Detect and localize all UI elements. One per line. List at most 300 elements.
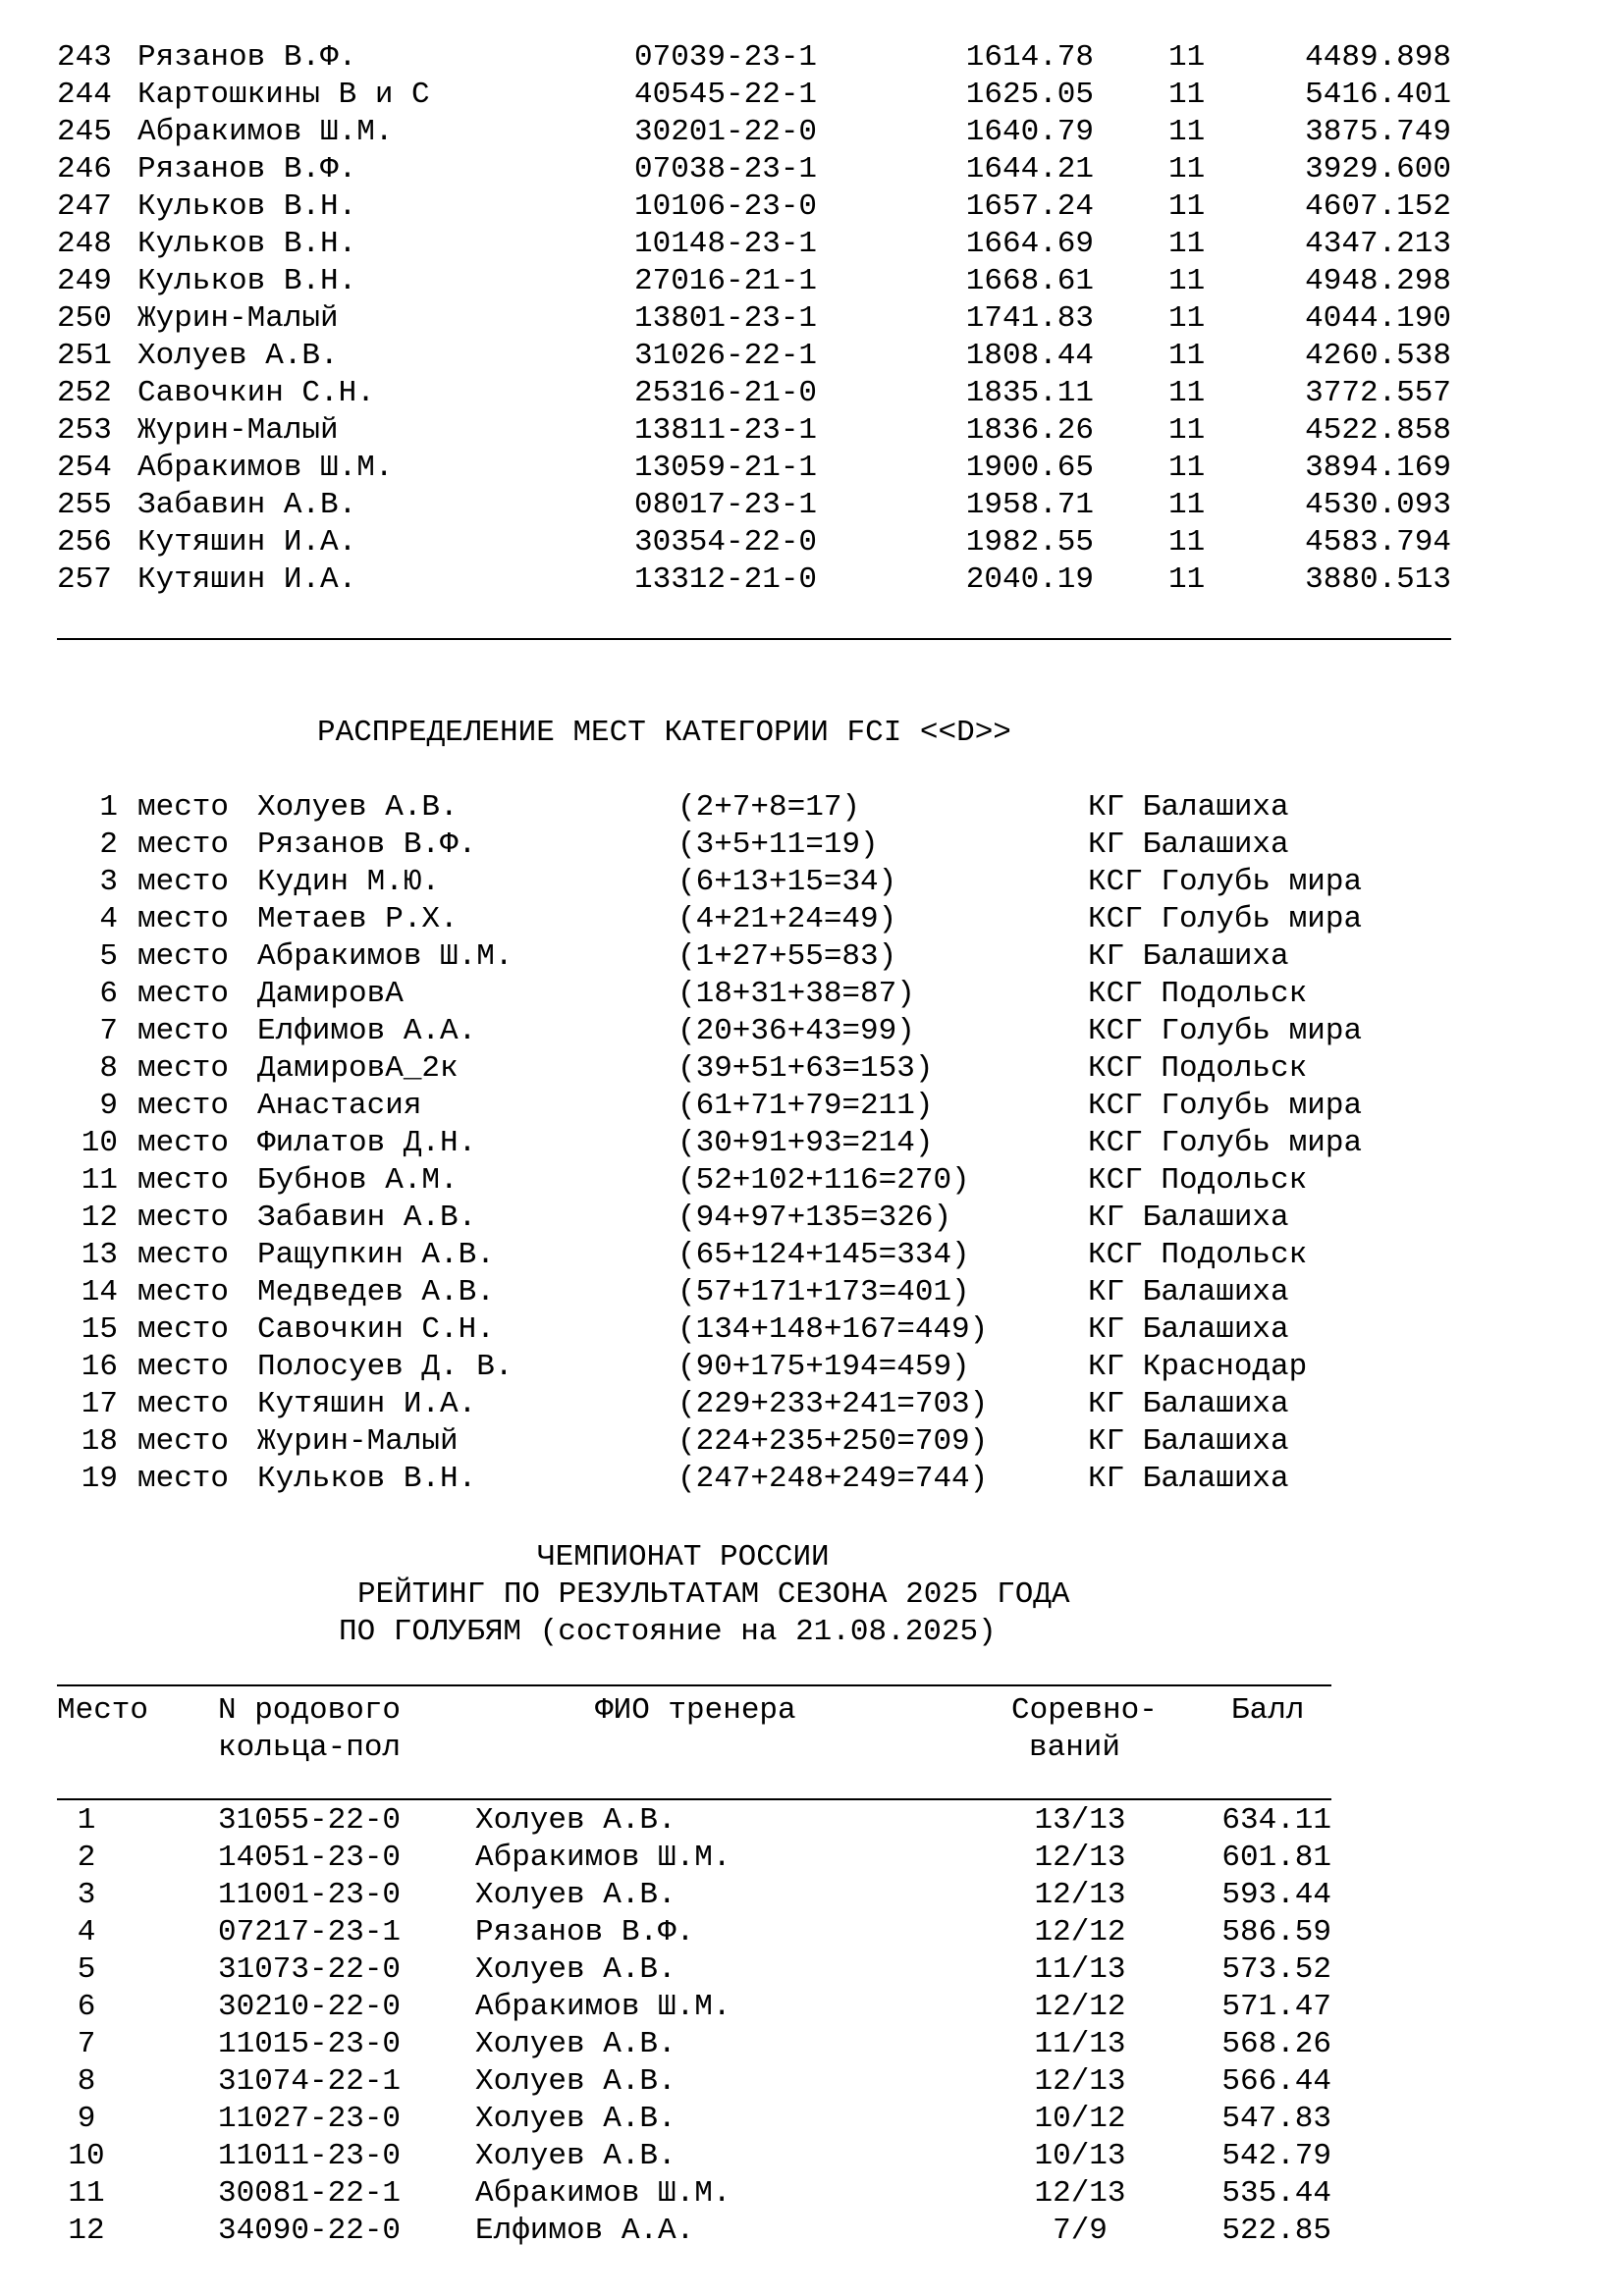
distance-value: 1982.55 (965, 525, 1094, 560)
table-row (0, 226, 1624, 263)
score-value: 3772.557 (1305, 376, 1451, 410)
competitions-count: 13/13 (1034, 1803, 1126, 1838)
rating-title-line3: ПО ГОЛУБЯМ (состояние на 21.08.2025) (339, 1615, 997, 1649)
place-word: место (137, 902, 230, 936)
score-value: 4530.093 (1305, 488, 1451, 522)
owner-name: Журин-Малый (137, 301, 339, 336)
list-item (0, 1274, 1624, 1311)
row-number: 254 (57, 451, 112, 485)
participant-name: ДамировА_2к (257, 1051, 459, 1086)
place-sum: (224+235+250=709) (677, 1424, 989, 1459)
club-name: КГ Балашиха (1088, 1275, 1289, 1309)
count-value: 11 (1168, 562, 1206, 597)
table-row (0, 1951, 1624, 1989)
club-name: КСГ Голубь мира (1088, 1089, 1363, 1123)
list-item (0, 1013, 1624, 1050)
participant-name: Кутяшин И.А. (257, 1387, 477, 1421)
score-value: 535.44 (1221, 2176, 1331, 2211)
table-row (0, 263, 1624, 300)
table-row (0, 300, 1624, 338)
owner-name: Кутяшин И.А. (137, 562, 357, 597)
participant-name: Бубнов А.М. (257, 1163, 459, 1198)
owner-name: Савочкин С.Н. (137, 376, 375, 410)
owner-name: Кутяшин И.А. (137, 525, 357, 560)
list-item (0, 901, 1624, 938)
ring-number: 27016-21-1 (634, 264, 818, 298)
count-value: 11 (1168, 40, 1206, 75)
trainer-name: Рязанов В.Ф. (475, 1915, 695, 1949)
table-row (0, 2138, 1624, 2175)
club-name: КСГ Подольск (1088, 977, 1308, 1011)
table-row (0, 77, 1624, 114)
ring-number: 25316-21-0 (634, 376, 818, 410)
place-number: 1 (99, 790, 118, 825)
header-comps-line2: ваний (1029, 1731, 1121, 1765)
competitions-count: 12/12 (1034, 1990, 1126, 2024)
place-number: 10 (81, 1126, 118, 1160)
place-sum: (94+97+135=326) (677, 1201, 952, 1235)
table-row (0, 338, 1624, 375)
place-sum: (2+7+8=17) (677, 790, 861, 825)
ring-number: 07039-23-1 (634, 40, 818, 75)
club-name: КГ Балашиха (1088, 828, 1289, 862)
ring-number: 30354-22-0 (634, 525, 818, 560)
trainer-name: Абракимов Ш.М. (475, 2176, 731, 2211)
place-number: 6 (77, 1990, 96, 2024)
score-value: 568.26 (1221, 2027, 1331, 2061)
score-value: 601.81 (1221, 1841, 1331, 1875)
trainer-name: Холуев А.В. (475, 2102, 677, 2136)
participant-name: Полосуев Д. В. (257, 1350, 514, 1384)
table-row (0, 524, 1624, 561)
participant-name: Филатов Д.Н. (257, 1126, 477, 1160)
place-sum: (57+171+173=401) (677, 1275, 970, 1309)
distance-value: 1644.21 (965, 152, 1094, 187)
place-word: место (137, 865, 230, 899)
place-number: 16 (81, 1350, 118, 1384)
place-word: место (137, 1089, 230, 1123)
participant-name: Савочкин С.Н. (257, 1312, 495, 1347)
fci-title: РАСПРЕДЕЛЕНИЕ МЕСТ КАТЕГОРИИ FCI <<D>> (317, 716, 1011, 750)
place-number: 3 (99, 865, 118, 899)
competitions-count: 12/13 (1034, 1841, 1126, 1875)
club-name: КСГ Подольск (1088, 1238, 1308, 1272)
table-row (0, 487, 1624, 524)
ring-number: 40545-22-1 (634, 78, 818, 112)
list-item (0, 1461, 1624, 1498)
list-item (0, 1050, 1624, 1088)
ring-number: 31055-22-0 (218, 1803, 402, 1838)
row-number: 249 (57, 264, 112, 298)
row-number: 244 (57, 78, 112, 112)
list-item (0, 1200, 1624, 1237)
club-name: КГ Балашиха (1088, 1201, 1289, 1235)
count-value: 11 (1168, 525, 1206, 560)
place-sum: (18+31+38=87) (677, 977, 915, 1011)
place-word: место (137, 977, 230, 1011)
owner-name: Холуев А.В. (137, 339, 339, 373)
place-number: 12 (68, 2214, 105, 2248)
place-number: 2 (99, 828, 118, 862)
place-sum: (134+148+167=449) (677, 1312, 989, 1347)
club-name: КСГ Голубь мира (1088, 1126, 1363, 1160)
rating-title-line1: ЧЕМПИОНАТ РОССИИ (537, 1540, 830, 1575)
ring-number: 30210-22-0 (218, 1990, 402, 2024)
place-word: место (137, 1275, 230, 1309)
list-item (0, 1125, 1624, 1162)
club-name: КСГ Голубь мира (1088, 902, 1363, 936)
trainer-name: Холуев А.В. (475, 2139, 677, 2173)
score-value: 4347.213 (1305, 227, 1451, 261)
place-sum: (3+5+11=19) (677, 828, 879, 862)
ring-number: 13312-21-0 (634, 562, 818, 597)
row-number: 257 (57, 562, 112, 597)
place-number: 3 (77, 1878, 96, 1912)
list-item (0, 1386, 1624, 1423)
place-number: 8 (99, 1051, 118, 1086)
score-value: 522.85 (1221, 2214, 1331, 2248)
club-name: КГ Балашиха (1088, 1387, 1289, 1421)
score-value: 3880.513 (1305, 562, 1451, 597)
header-ring-line2: кольца-пол (218, 1731, 402, 1765)
ring-number: 30081-22-1 (218, 2176, 402, 2211)
count-value: 11 (1168, 264, 1206, 298)
place-word: место (137, 1238, 230, 1272)
distance-value: 2040.19 (965, 562, 1094, 597)
place-number: 4 (77, 1915, 96, 1949)
row-number: 248 (57, 227, 112, 261)
place-number: 15 (81, 1312, 118, 1347)
place-number: 11 (68, 2176, 105, 2211)
list-item (0, 1237, 1624, 1274)
club-name: КГ Балашиха (1088, 1312, 1289, 1347)
distance-value: 1664.69 (965, 227, 1094, 261)
score-value: 4522.858 (1305, 413, 1451, 448)
participant-name: Анастасия (257, 1089, 422, 1123)
score-value: 566.44 (1221, 2064, 1331, 2099)
place-sum: (52+102+116=270) (677, 1163, 970, 1198)
place-word: место (137, 1051, 230, 1086)
competitions-count: 12/12 (1034, 1915, 1126, 1949)
place-number: 17 (81, 1387, 118, 1421)
header-comps-line1: Соревно- (1011, 1693, 1158, 1728)
participant-name: Ращупкин А.В. (257, 1238, 495, 1272)
distance-value: 1668.61 (965, 264, 1094, 298)
distance-value: 1657.24 (965, 189, 1094, 224)
list-item (0, 938, 1624, 976)
header-ring-line1: N родового (218, 1693, 402, 1728)
count-value: 11 (1168, 339, 1206, 373)
place-sum: (1+27+55=83) (677, 939, 897, 974)
score-value: 4583.794 (1305, 525, 1451, 560)
score-value: 593.44 (1221, 1878, 1331, 1912)
ring-number: 13059-21-1 (634, 451, 818, 485)
table-row (0, 1989, 1624, 2026)
table-row (0, 39, 1624, 77)
row-number: 252 (57, 376, 112, 410)
trainer-name: Абракимов Ш.М. (475, 1990, 731, 2024)
list-item (0, 1311, 1624, 1349)
table-row (0, 450, 1624, 487)
club-name: КСГ Подольск (1088, 1163, 1308, 1198)
table-row (0, 1840, 1624, 1877)
table-row (0, 561, 1624, 599)
participant-name: Забавин А.В. (257, 1201, 477, 1235)
row-number: 255 (57, 488, 112, 522)
count-value: 11 (1168, 115, 1206, 149)
place-number: 5 (99, 939, 118, 974)
participant-name: Медведев А.В. (257, 1275, 495, 1309)
list-item (0, 827, 1624, 864)
table-row (0, 151, 1624, 188)
rating-header-top-rule (57, 1684, 1331, 1686)
score-value: 5416.401 (1305, 78, 1451, 112)
score-value: 634.11 (1221, 1803, 1331, 1838)
results-bottom-rule (57, 638, 1451, 640)
ring-number: 30201-22-0 (634, 115, 818, 149)
count-value: 11 (1168, 413, 1206, 448)
ring-number: 34090-22-0 (218, 2214, 402, 2248)
owner-name: Рязанов В.Ф. (137, 152, 357, 187)
count-value: 11 (1168, 451, 1206, 485)
list-item (0, 789, 1624, 827)
participant-name: Елфимов А.А. (257, 1014, 477, 1048)
score-value: 547.83 (1221, 2102, 1331, 2136)
list-item (0, 976, 1624, 1013)
distance-value: 1614.78 (965, 40, 1094, 75)
competitions-count: 12/13 (1034, 2176, 1126, 2211)
place-word: место (137, 1163, 230, 1198)
ring-number: 31074-22-1 (218, 2064, 402, 2099)
score-value: 571.47 (1221, 1990, 1331, 2024)
place-sum: (20+36+43=99) (677, 1014, 915, 1048)
table-row (0, 1914, 1624, 1951)
place-number: 12 (81, 1201, 118, 1235)
place-sum: (39+51+63=153) (677, 1051, 934, 1086)
ring-number: 10106-23-0 (634, 189, 818, 224)
place-sum: (247+248+249=744) (677, 1462, 989, 1496)
row-number: 243 (57, 40, 112, 75)
table-row (0, 1877, 1624, 1914)
score-value: 4948.298 (1305, 264, 1451, 298)
ring-number: 31026-22-1 (634, 339, 818, 373)
rating-title-line2: РЕЙТИНГ ПО РЕЗУЛЬТАТАМ СЕЗОНА 2025 ГОДА (357, 1577, 1070, 1612)
ring-number: 11027-23-0 (218, 2102, 402, 2136)
rating-header-bottom-rule (57, 1798, 1331, 1800)
ring-number: 13801-23-1 (634, 301, 818, 336)
ring-number: 14051-23-0 (218, 1841, 402, 1875)
table-row (0, 1802, 1624, 1840)
score-value: 573.52 (1221, 1952, 1331, 1987)
place-number: 10 (68, 2139, 105, 2173)
place-sum: (4+21+24=49) (677, 902, 897, 936)
place-word: место (137, 1462, 230, 1496)
club-name: КСГ Подольск (1088, 1051, 1308, 1086)
owner-name: Абракимов Ш.М. (137, 451, 394, 485)
place-sum: (65+124+145=334) (677, 1238, 970, 1272)
club-name: КСГ Голубь мира (1088, 865, 1363, 899)
club-name: КГ Балашиха (1088, 790, 1289, 825)
table-row (0, 2063, 1624, 2101)
count-value: 11 (1168, 189, 1206, 224)
header-place: Место (57, 1693, 149, 1728)
ring-number: 11011-23-0 (218, 2139, 402, 2173)
ring-number: 11001-23-0 (218, 1878, 402, 1912)
owner-name: Кульков В.Н. (137, 264, 357, 298)
row-number: 250 (57, 301, 112, 336)
distance-value: 1958.71 (965, 488, 1094, 522)
place-word: место (137, 1312, 230, 1347)
count-value: 11 (1168, 152, 1206, 187)
row-number: 251 (57, 339, 112, 373)
place-number: 13 (81, 1238, 118, 1272)
place-number: 19 (81, 1462, 118, 1496)
place-sum: (6+13+15=34) (677, 865, 897, 899)
participant-name: Холуев А.В. (257, 790, 459, 825)
place-number: 2 (77, 1841, 96, 1875)
competitions-count: 10/13 (1034, 2139, 1126, 2173)
table-row (0, 2101, 1624, 2138)
place-number: 11 (81, 1163, 118, 1198)
distance-value: 1625.05 (965, 78, 1094, 112)
count-value: 11 (1168, 376, 1206, 410)
competitions-count: 10/12 (1034, 2102, 1126, 2136)
ring-number: 31073-22-0 (218, 1952, 402, 1987)
header-score: Балл (1231, 1693, 1305, 1728)
place-sum: (90+175+194=459) (677, 1350, 970, 1384)
place-number: 7 (99, 1014, 118, 1048)
row-number: 246 (57, 152, 112, 187)
count-value: 11 (1168, 78, 1206, 112)
table-row (0, 188, 1624, 226)
place-word: место (137, 1387, 230, 1421)
distance-value: 1835.11 (965, 376, 1094, 410)
participant-name: Журин-Малый (257, 1424, 459, 1459)
trainer-name: Холуев А.В. (475, 2027, 677, 2061)
distance-value: 1836.26 (965, 413, 1094, 448)
club-name: КГ Балашиха (1088, 1462, 1289, 1496)
place-number: 4 (99, 902, 118, 936)
place-number: 18 (81, 1424, 118, 1459)
club-name: КСГ Голубь мира (1088, 1014, 1363, 1048)
owner-name: Абракимов Ш.М. (137, 115, 394, 149)
trainer-name: Холуев А.В. (475, 1803, 677, 1838)
trainer-name: Холуев А.В. (475, 1952, 677, 1987)
place-word: место (137, 828, 230, 862)
place-number: 1 (77, 1803, 96, 1838)
place-word: место (137, 1201, 230, 1235)
owner-name: Кульков В.Н. (137, 189, 357, 224)
participant-name: Метаев Р.Х. (257, 902, 459, 936)
place-word: место (137, 1350, 230, 1384)
participant-name: ДамировА (257, 977, 404, 1011)
club-name: КГ Балашиха (1088, 939, 1289, 974)
row-number: 247 (57, 189, 112, 224)
place-word: место (137, 1014, 230, 1048)
trainer-name: Холуев А.В. (475, 1878, 677, 1912)
list-item (0, 1349, 1624, 1386)
place-sum: (229+233+241=703) (677, 1387, 989, 1421)
competitions-count: 11/13 (1034, 2027, 1126, 2061)
table-row (0, 2026, 1624, 2063)
place-word: место (137, 939, 230, 974)
competitions-count: 7/9 (1053, 2214, 1108, 2248)
score-value: 542.79 (1221, 2139, 1331, 2173)
distance-value: 1640.79 (965, 115, 1094, 149)
participant-name: Абракимов Ш.М. (257, 939, 514, 974)
list-item (0, 1162, 1624, 1200)
place-sum: (30+91+93=214) (677, 1126, 934, 1160)
owner-name: Журин-Малый (137, 413, 339, 448)
trainer-name: Холуев А.В. (475, 2064, 677, 2099)
trainer-name: Абракимов Ш.М. (475, 1841, 731, 1875)
score-value: 4489.898 (1305, 40, 1451, 75)
participant-name: Кульков В.Н. (257, 1462, 477, 1496)
owner-name: Рязанов В.Ф. (137, 40, 357, 75)
club-name: КГ Балашиха (1088, 1424, 1289, 1459)
place-number: 7 (77, 2027, 96, 2061)
table-row (0, 412, 1624, 450)
table-row (0, 2213, 1624, 2250)
score-value: 4607.152 (1305, 189, 1451, 224)
ring-number: 08017-23-1 (634, 488, 818, 522)
owner-name: Кульков В.Н. (137, 227, 357, 261)
count-value: 11 (1168, 488, 1206, 522)
header-trainer: ФИО тренера (595, 1693, 796, 1728)
place-word: место (137, 1424, 230, 1459)
place-number: 8 (77, 2064, 96, 2099)
score-value: 3894.169 (1305, 451, 1451, 485)
table-row (0, 2175, 1624, 2213)
participant-name: Рязанов В.Ф. (257, 828, 477, 862)
list-item (0, 1423, 1624, 1461)
ring-number: 10148-23-1 (634, 227, 818, 261)
row-number: 253 (57, 413, 112, 448)
owner-name: Забавин А.В. (137, 488, 357, 522)
trainer-name: Елфимов А.А. (475, 2214, 695, 2248)
table-row (0, 375, 1624, 412)
place-number: 14 (81, 1275, 118, 1309)
score-value: 4260.538 (1305, 339, 1451, 373)
score-value: 586.59 (1221, 1915, 1331, 1949)
score-value: 3875.749 (1305, 115, 1451, 149)
ring-number: 11015-23-0 (218, 2027, 402, 2061)
ring-number: 13811-23-1 (634, 413, 818, 448)
place-word: место (137, 1126, 230, 1160)
distance-value: 1808.44 (965, 339, 1094, 373)
distance-value: 1900.65 (965, 451, 1094, 485)
place-number: 5 (77, 1952, 96, 1987)
place-word: место (137, 790, 230, 825)
table-row (0, 114, 1624, 151)
participant-name: Кудин М.Ю. (257, 865, 441, 899)
competitions-count: 12/13 (1034, 1878, 1126, 1912)
score-value: 4044.190 (1305, 301, 1451, 336)
count-value: 11 (1168, 227, 1206, 261)
place-number: 9 (77, 2102, 96, 2136)
list-item (0, 1088, 1624, 1125)
count-value: 11 (1168, 301, 1206, 336)
competitions-count: 11/13 (1034, 1952, 1126, 1987)
score-value: 3929.600 (1305, 152, 1451, 187)
place-sum: (61+71+79=211) (677, 1089, 934, 1123)
place-number: 9 (99, 1089, 118, 1123)
distance-value: 1741.83 (965, 301, 1094, 336)
row-number: 256 (57, 525, 112, 560)
competitions-count: 12/13 (1034, 2064, 1126, 2099)
row-number: 245 (57, 115, 112, 149)
club-name: КГ Краснодар (1088, 1350, 1308, 1384)
